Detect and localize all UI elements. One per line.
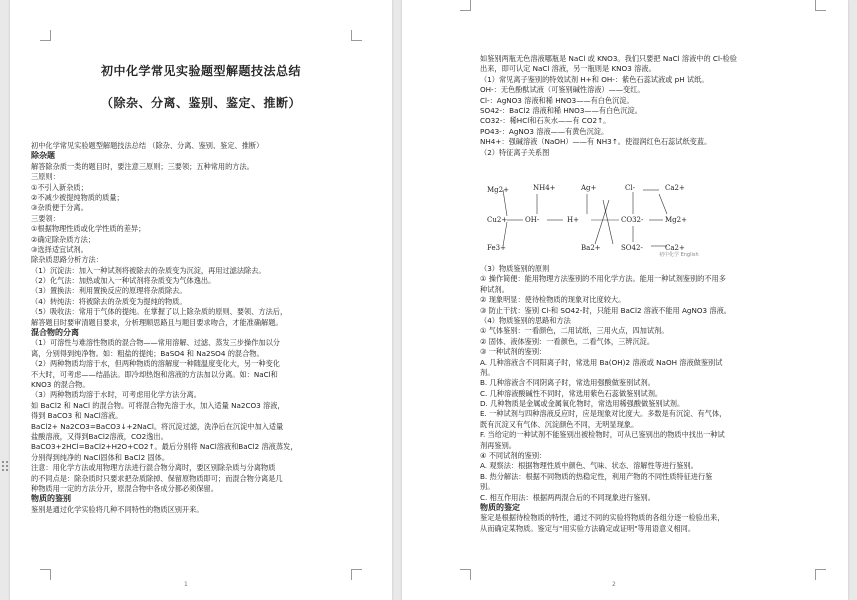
ion-label: Fe3+: [487, 244, 506, 252]
margin-mark: [460, 569, 471, 580]
text-line: ③ 一种试剂的鉴别：: [480, 347, 547, 357]
text-line: C. 几种溶液酸碱性不同时，常选用紫色石蕊做鉴别试剂。: [480, 388, 663, 398]
text-line: ②不减少被提纯物质的质量；: [31, 192, 124, 202]
document-title: 初中化学常见实验题型解题技法总结: [100, 64, 301, 78]
text-line: KNO3 的混合物。: [31, 379, 90, 389]
text-line: 鉴别是通过化学实验将几种不同特性的物质区别开来。: [31, 504, 204, 514]
text-line: （1）常见离子鉴别的特效试剂 H+和 OH-：紫色石蕊试液或 pH 试纸。: [480, 74, 709, 84]
text-line: NH4+：强碱溶液（NaOH）——有 NH3↑。使湿润红色石蕊试纸变蓝。: [480, 137, 712, 147]
text-line: CO32-：稀HCl和石灰水——有 CO2↑。: [480, 116, 611, 126]
ion-relationship-diagram: [483, 180, 723, 258]
page-2-body-top: [480, 54, 737, 158]
text-line: ③选择适宜试剂。: [31, 244, 88, 254]
text-line: 从而确定某物质。鉴定与"用实验方法确定或证明"等用语意义相同。: [480, 523, 696, 533]
ion-label: Cu2+: [487, 216, 508, 224]
text-line: ③杂质便于分离。: [31, 203, 88, 213]
text-line: ① 气体鉴别：一看颜色，二用试纸，三用火点，四加试剂。: [480, 326, 669, 336]
text-line: ② 固体、液体鉴别：一看颜色，二看气体，三辨沉淀。: [480, 336, 655, 346]
diagram-line: [595, 200, 609, 244]
text-line: ③ 防止干扰：鉴别 Cl-和 SO42-时，只能用 BaCl2 溶液不能用 AgNO3 溶液。: [480, 305, 731, 315]
text-line: 剂。: [480, 367, 495, 377]
text-line: （2）化气法：加热或加入一种试剂将杂质变为气体逸出。: [31, 276, 216, 286]
ion-label: NH4+: [533, 184, 556, 192]
section-heading: 物质的鉴别: [31, 494, 71, 504]
diagram-line: [603, 200, 613, 244]
text-line: 解答题目时要审清题目要求，分析理顺思路且与题目要求吻合，才能准确解题。: [31, 317, 283, 327]
text-line: E. 一种试剂与四种溶液反应时，应是现象对比度大。多数是有沉淀、有气体，: [480, 409, 727, 419]
page-2-body-bottom: [480, 264, 731, 534]
text-line: 盐酸溶液，又得到BaCl2溶液，CO2逸出。: [31, 431, 168, 441]
margin-mark: [815, 0, 826, 11]
text-line: BaCO3+2HCl=BaCl2+H2O+CO2↑。最后分别将 NaCl溶液和BaCl2 溶液蒸发，: [31, 442, 298, 452]
ion-label: Mg2+: [665, 216, 687, 224]
text-line: （5）吸收法：常用于气体的提纯。在掌握了以上除杂质的原则、要领、方法后，: [31, 307, 288, 317]
text-line: ①不引入新杂质；: [31, 182, 88, 192]
document-subtitle: （除杂、分离、鉴别、鉴定、推断）: [100, 96, 301, 110]
document-page-2: [402, 0, 848, 600]
diagram-line: [659, 194, 667, 214]
text-line: D. 几种物质是金属或金属氧化物时，常选用稀强酸做鉴别试剂。: [480, 399, 685, 409]
text-line: 如鉴别两瓶无色溶液哪瓶是 NaCl 或 KNO3。我们只要把 NaCl 溶液中的 Cl-检验: [480, 54, 737, 63]
text-line: （1）沉淀法：加入一种试剂将被除去的杂质变为沉淀，再用过滤法除去。: [31, 265, 266, 275]
text-line: BaCl2+ Na2CO3=BaCO3↓+2NaCl。将沉淀过滤，洗净后在沉淀中加入适量: [31, 421, 284, 431]
text-line: 分别得到纯净的 NaCl固体和 BaCl2 固体。: [31, 452, 170, 462]
text-line: 解答除杂质一类的题目时，要注意三原则；三要领；五种常用的方法。: [31, 161, 254, 171]
text-line: （4）物质鉴别的思路和方法: [480, 315, 571, 325]
text-line: （2）两种物质均溶于水，但两种物质的溶解度一种随温度变化大，另一种变化: [31, 359, 280, 369]
text-line: 如 BaCl2 和 NaCl 的混合物。可将混合物先溶于水，加入适量 Na2CO3 溶液，: [31, 400, 285, 410]
ion-label: Ag+: [581, 184, 597, 192]
section-heading: 物质的鉴定: [480, 502, 520, 512]
text-line: 既有沉淀又有气体、沉淀颜色不同，无明显现象。: [480, 419, 639, 429]
text-line: ④ 不同试剂的鉴别：: [480, 451, 547, 461]
ion-label: Cl-: [625, 184, 635, 192]
text-line: ① 操作简便：能用物理方法鉴别的不用化学方法。能用一种试剂鉴别的不用多: [480, 274, 726, 284]
text-line: A. 几种溶液含不同阳离子时，常选用 Ba(OH)2 溶液或 NaOH 溶液做鉴别试: [480, 357, 723, 367]
page-1-body: [31, 141, 297, 515]
text-line: 三要领：: [31, 213, 60, 223]
section-heading: 除杂题: [31, 151, 55, 161]
ion-label: Ca2+: [665, 244, 685, 252]
text-line: （2）特征离子关系图: [480, 147, 550, 157]
diagram-line: [503, 222, 507, 246]
ion-label: OH-: [525, 216, 540, 224]
text-line: （3）两种物质均溶于水时，可考虑用化学方法分离。: [31, 390, 201, 400]
text-line: （3）置换法：利用置换反应的原理将杂质除去。: [31, 286, 187, 296]
text-line: 的不同点是：除杂质时只要求把杂质除掉、保留原物质即可；而混合物分离是几: [31, 473, 283, 483]
text-line: （4）转纯法：将被除去的杂质变为提纯的物质。: [31, 296, 187, 306]
text-line: A. 观察法：根据物理性质中颜色、气味、状态、溶解性等进行鉴别。: [480, 461, 698, 471]
document-page-1: [10, 0, 392, 600]
margin-mark: [460, 0, 471, 11]
ion-label: H+: [567, 216, 579, 224]
margin-mark: [351, 30, 362, 41]
text-line: 剂再鉴别。: [480, 440, 516, 450]
text-line: 别。: [480, 482, 495, 492]
margin-mark: [351, 569, 362, 580]
text-line: 注意：用化学方法或用物理方法进行混合物分离时，要区别除杂质与分离物质: [31, 463, 276, 473]
margin-mark: [40, 30, 51, 41]
text-line: 鉴定是根据待检物质的特性，通过不同的实验将物质的各组分逐一检验出来，: [480, 513, 725, 523]
text-line: Cl-：AgNO3 溶液和稀 HNO3——有白色沉淀。: [480, 95, 634, 105]
page-number: 1: [184, 581, 188, 588]
text-line: B. 几种溶液含不同阴离子时，常选用强酸做鉴别试剂。: [480, 378, 655, 388]
ion-label: Ba2+: [581, 244, 601, 252]
text-line: SO42-：BaCl2 溶液和稀 HNO3——有白色沉淀。: [480, 105, 642, 115]
margin-mark: [815, 569, 826, 580]
text-line: 离，分别得到纯净物。如：粗盐的提纯；BaSO4 和 Na2SO4 的混合物。: [31, 348, 264, 358]
text-line: ②确定除杂质方法；: [31, 234, 95, 244]
text-line: PO43-：AgNO3 溶液——有黄色沉淀。: [480, 126, 609, 136]
drag-handle-icon[interactable]: [0, 461, 10, 473]
text-line: ② 现象明显：使待检物质的现象对比度较大。: [480, 295, 626, 305]
text-line: 不大时，可考虑——结晶法。即冷却热饱和溶液的方法加以分离。如：NaCl和: [31, 369, 278, 379]
ion-label: Mg2+: [487, 186, 509, 194]
text-line: 得到 BaCO3 和 NaCl溶液。: [31, 411, 123, 421]
ion-label: Ca2+: [665, 184, 685, 192]
ion-label: CO32-: [621, 216, 644, 224]
text-line: 三原则：: [31, 172, 60, 182]
text-line: OH-：无色酚酞试液（可鉴别碱性溶液）——变红。: [480, 85, 645, 95]
diagram-watermark: 初中化学 English: [659, 252, 699, 258]
text-line: 种试剂。: [480, 284, 509, 294]
text-line: ①根据物理性质或化学性质的差异；: [31, 224, 146, 234]
text-line: 除杂质思路分析方法：: [31, 255, 103, 265]
text-line: C. 相互作用法：根据两两混合后的不同现象进行鉴别。: [480, 492, 655, 502]
page-number: 2: [612, 581, 616, 588]
margin-mark: [40, 569, 51, 580]
text-line: 出来，即可认定 NaCl 溶液，另一瓶则是 KNO3 溶液。: [480, 64, 656, 74]
text-line: （3）物质鉴别的原则: [480, 264, 550, 273]
ion-label: SO42-: [621, 244, 643, 252]
text-line: 种物质用一定的方法分开，原混合物中各成分都必须保留。: [31, 483, 218, 493]
text-line: B. 热分解法：根据不同物质的热稳定性，利用产物的不同性质特征进行鉴: [480, 471, 713, 481]
section-heading: 混合物的分离: [31, 328, 79, 338]
text-line: F. 当给定的一种试剂不能鉴别出被检物时，可从已鉴别出的物质中找出一种试: [480, 430, 725, 440]
text-line: （1）可溶性与难溶性物质的混合物——常用溶解、过滤、蒸发三步操作加以分: [31, 338, 280, 348]
text-line: 初中化学常见实验题型解题技法总结 （除杂、分离、鉴别、鉴定、推断）: [31, 141, 264, 150]
